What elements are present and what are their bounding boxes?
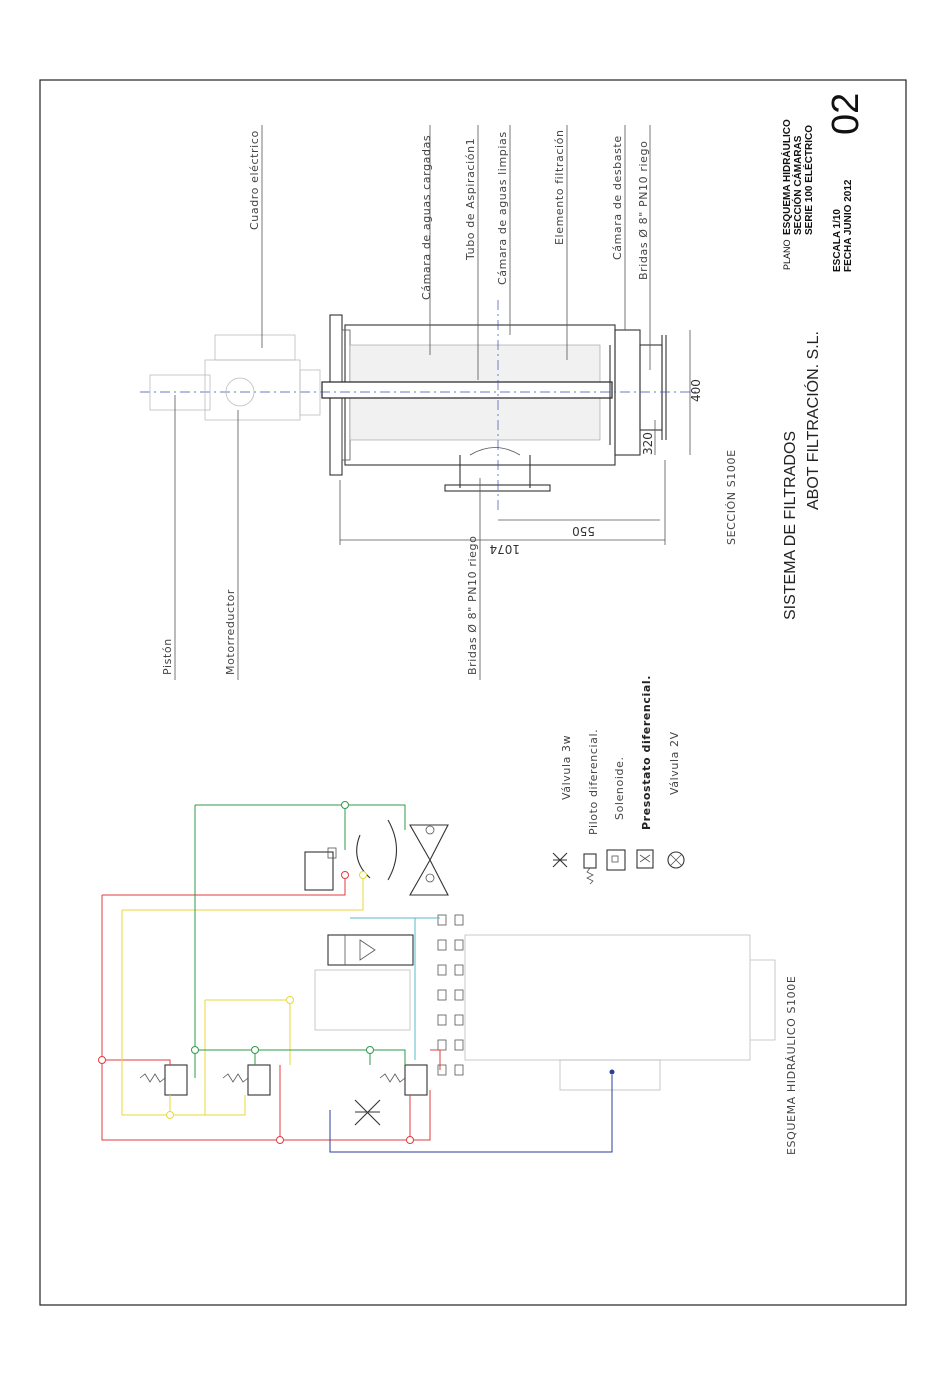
green-hydraulic-line (195, 805, 405, 1078)
cyan-hydraulic-line (350, 918, 440, 1060)
plano-line-1: ESQUEMA HIDRÁULICO (782, 119, 793, 235)
hydraulic-vessel-outline (465, 935, 750, 1060)
valve-2v-symbol (410, 825, 448, 895)
label-elemento: Elemento filtración (553, 129, 566, 245)
solenoid-icon (607, 850, 625, 870)
hydraulic-caption: ESQUEMA HIDRÁULICO S100E (785, 975, 798, 1155)
dim-550: 550 (572, 524, 595, 538)
plano-line-3: SERIE 100 ELÉCTRICO (804, 124, 815, 235)
legend-label-solenoid: Solenoide. (613, 756, 626, 820)
actuator-block (328, 935, 413, 965)
motor-outline (205, 360, 300, 420)
legend-label-pressure-switch: Presostato diferencial. (640, 675, 653, 830)
pilot-valve-3 (380, 1065, 427, 1095)
company-line-1: SISTEMA DE FILTRADOS (782, 430, 799, 620)
label-piston: Pistón (161, 638, 174, 675)
company-line-2: ABOT FILTRACIÓN. S.L. (805, 331, 822, 510)
filter-element-lower (350, 397, 600, 440)
valve-3w-icon (553, 853, 567, 867)
hydraulic-schematic (99, 802, 799, 1156)
label-camara-cargadas: Cámara de aguas cargadas (420, 134, 433, 300)
flange-bolt-row (438, 915, 463, 1075)
pilot-valve-1 (140, 1065, 187, 1095)
suction-tube (322, 382, 612, 398)
plano-line-2: SECCIÓN CÁMARAS (793, 135, 804, 235)
differential-pilot-icon (584, 854, 596, 884)
escala-text: ESCALA 1/10 (832, 209, 843, 272)
valve-3w-schematic (355, 1100, 380, 1125)
red-hydraulic-line (102, 875, 440, 1140)
dim-400: 400 (689, 379, 703, 402)
valve-2v-icon (668, 852, 684, 868)
section-caption: SECCIÓN S100E (725, 449, 738, 545)
fecha-text: FECHA JUNIO 2012 (843, 179, 854, 272)
label-cuadro: Cuadro eléctrico (248, 130, 261, 230)
label-tubo: Tubo de Aspiración1 (464, 137, 477, 260)
legend-label-valve-2v: Válvula 2V (668, 731, 681, 795)
plano-label: PLANO (782, 239, 792, 270)
pilot-valve-2 (223, 1065, 270, 1095)
desbaste-chamber (615, 330, 640, 455)
blue-line-endpoint (610, 1070, 615, 1075)
title-block (780, 93, 867, 272)
legend (553, 675, 684, 884)
piston-outline (150, 375, 210, 410)
pressure-switch-icon (637, 850, 653, 868)
company-title (782, 331, 822, 620)
right-outlet (640, 345, 662, 430)
label-camara-desbaste: Cámara de desbaste (611, 135, 624, 260)
drawing-frame (40, 80, 906, 1305)
dim-1074: 1074 (489, 542, 520, 556)
filter-element-upper (350, 345, 600, 383)
label-bridas-bottom: Bridas Ø 8" PN10 riego (466, 535, 479, 675)
sheet-number: 02 (825, 92, 867, 135)
main-valve-body (357, 820, 397, 880)
legend-label-pilot: Piloto diferencial. (587, 728, 600, 835)
section-drawing (140, 125, 738, 680)
label-motorreductor: Motorreductor (224, 588, 237, 675)
dim-320: 320 (641, 432, 655, 455)
label-bridas-top: Bridas Ø 8" PN10 riego (637, 140, 650, 280)
label-camara-limpias: Cámara de aguas limpias (496, 131, 509, 285)
legend-label-valve-3w: Válvula 3w (560, 734, 573, 800)
bottom-flange (445, 485, 550, 491)
